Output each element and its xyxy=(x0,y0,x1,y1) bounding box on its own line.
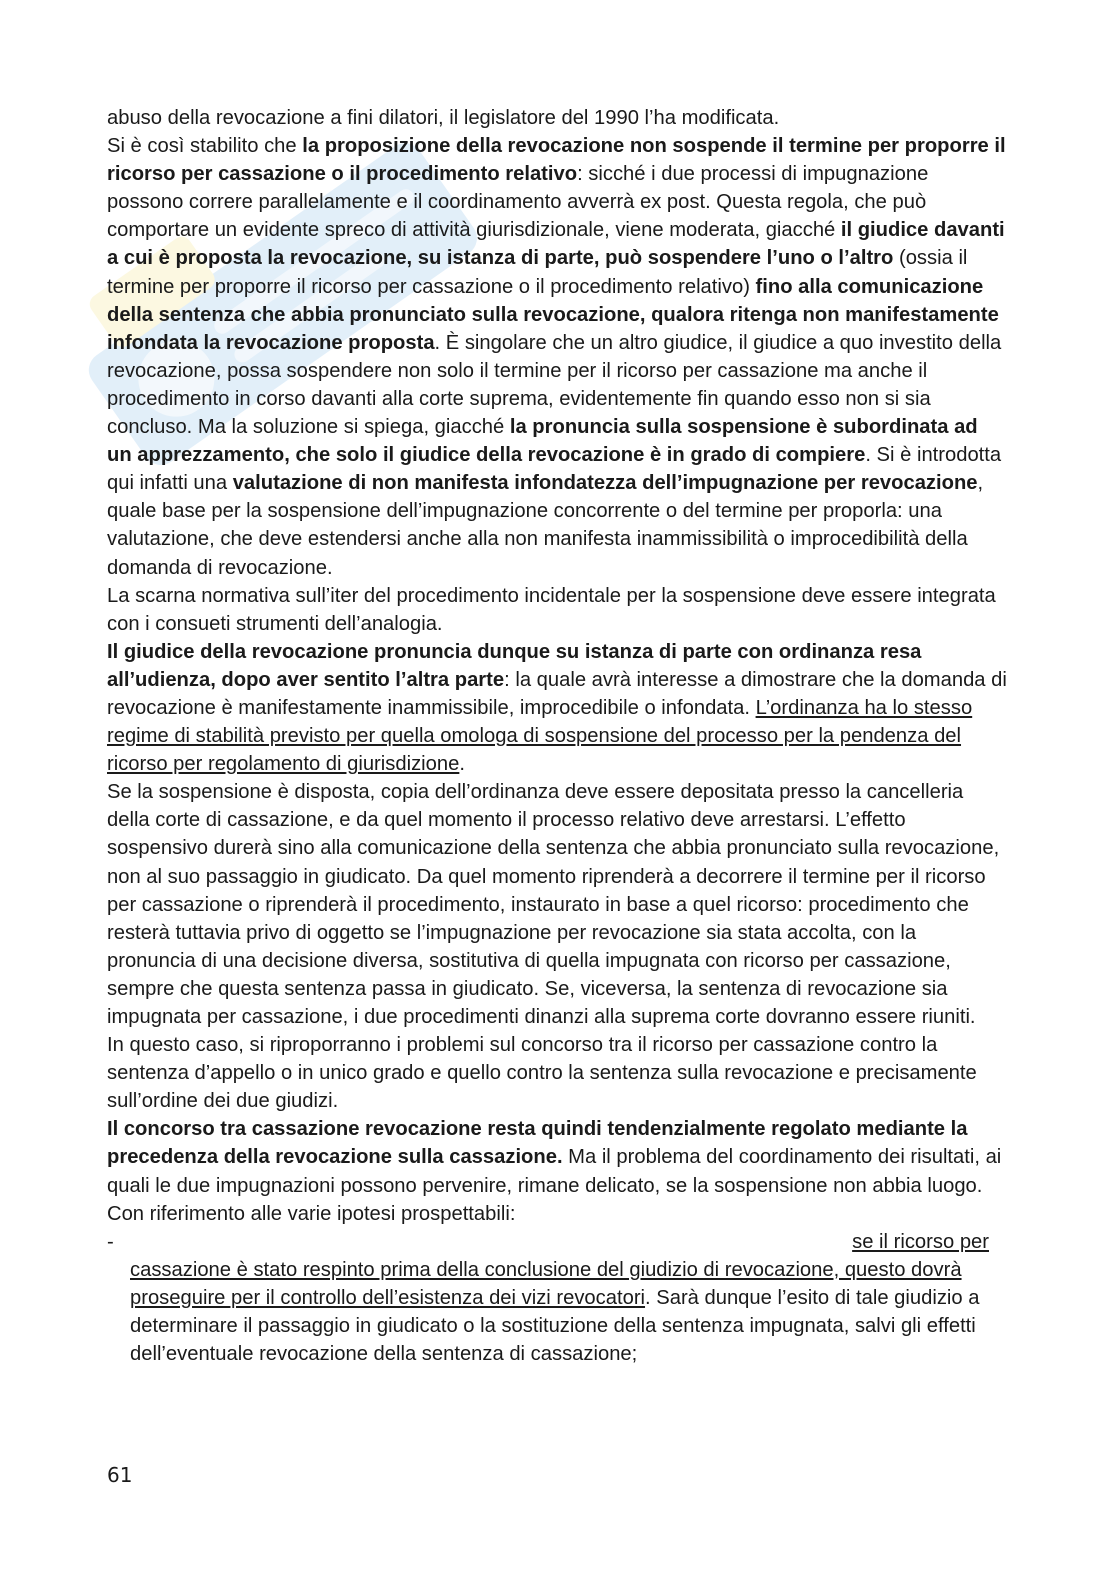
text-run: : la quale avrà interesse a dimostrare che la domanda di revocazione è manifestamente inammissibile, improcedibile o infondata. xyxy=(107,668,1007,719)
page-body xyxy=(107,104,1007,1368)
text-run: . Si è introdotta qui infatti una xyxy=(107,444,1002,495)
paragraph xyxy=(107,1031,1007,1115)
paragraph xyxy=(107,1115,1007,1227)
text-run: La scarna normativa sull’iter del procedimento incidentale per la sospensione deve essere integrata con i consueti strumenti dell’analogia. xyxy=(107,584,996,635)
page-number: 61 xyxy=(107,1463,133,1487)
text-run: . xyxy=(459,753,465,776)
list-item-text xyxy=(130,1256,1007,1368)
text-run: . Sarà dunque l’esito di tale giudizio a determinare il passaggio in giudicato o la sostituzione della sentenza impugnata, salvi gli effetti dell’eventuale revocazione della sentenza di cassazione; xyxy=(130,1286,980,1366)
paragraph xyxy=(107,104,1007,132)
bold-text: il giudice davanti a cui è proposta la revocazione, su istanza di parte, può sospendere l’uno o l’altro xyxy=(107,219,1005,270)
text-run: (ossia il termine per proporre il ricorso per cassazione o il procedimento relativo) xyxy=(107,247,968,298)
underlined-text: se il ricorso per xyxy=(852,1230,989,1253)
text-run: Ma il problema del coordinamento dei risultati, ai quali le due impugnazioni possono pervenire, rimane delicato, se la sospensione non abbia luogo. Con riferimento alle varie ipotesi prospettabili: xyxy=(107,1146,1002,1225)
list-item-first-line xyxy=(130,1228,1007,1256)
bold-text: Il giudice della revocazione pronuncia dunque su istanza di parte con ordinanza resa all’udienza, dopo aver sentito l’altra parte xyxy=(107,640,922,691)
text-run: . È singolare che un altro giudice, il giudice a quo investito della revocazione, possa sospendere non solo il termine per il ricorso per cassazione ma anche il procedimento in corso davanti alla corte suprema, evidentemente fin quando esso non si sia concluso. Ma la soluzione si spiega, giacché xyxy=(107,331,1002,439)
paragraph xyxy=(107,638,1007,778)
bold-text: la pronuncia sulla sospensione è subordinata ad un apprezzamento, che solo il giudice della revocazione è in grado di compiere xyxy=(107,416,978,467)
paragraphs xyxy=(107,104,1007,1228)
paragraph xyxy=(107,582,1007,638)
paragraph xyxy=(107,132,1007,582)
text-run: abuso della revocazione a fini dilatori, il legislatore del 1990 l’ha modificata. xyxy=(107,107,780,129)
text-run: , quale base per la sospensione dell’impugnazione concorrente o del termine per proporla: una valutazione, che deve estendersi anche alla non manifesta inammissibilità o improcedibilità della domanda di revocazione. xyxy=(107,472,984,579)
bold-text: Il concorso tra cassazione revocazione resta quindi tendenzialmente regolato mediante la precedenza della revocazione sulla cassazione. xyxy=(107,1118,968,1169)
bold-text: fino alla comunicazione della sentenza che abbia pronunciato sulla revocazione, qualora ritenga non manifestamente infondata la revocazione proposta xyxy=(107,275,999,354)
underlined-text: L’ordinanza ha lo stesso regime di stabilità previsto per quella omologa di sospensione del processo per la pendenza del ricorso per regolamento di giurisdizione xyxy=(107,696,973,776)
text-run: Si è così stabilito che xyxy=(107,135,303,158)
bold-text: la proposizione della revocazione non sospende il termine per proporre il ricorso per cassazione o il procedimento relativo xyxy=(107,135,1006,186)
list-bullet: - xyxy=(107,1230,114,1253)
bullet-list xyxy=(107,1228,1007,1368)
underlined-text: cassazione è stato respinto prima della conclusione del giudizio di revocazione, questo dovrà proseguire per il controllo dell’esistenza dei vizi revocatori xyxy=(130,1258,962,1309)
text-run: Se la sospensione è disposta, copia dell’ordinanza deve essere depositata presso la cancelleria della corte di cassazione, e da quel momento il processo relativo deve arrestarsi. L’effetto sospensivo durerà sino alla comunicazione della sentenza che abbia pronunciato sulla revocazione, non al suo passaggio in giudicato. Da quel momento riprenderà a decorrere il termine per il ricorso per cassazione o riprenderà il procedimento, instaurato in base a quel ricorso: procedimento che resterà tuttavia privo di oggetto se l’impugnazione per revocazione sia stata accolta, con la pronuncia di una decisione diversa, sostitutiva di quella impugnata con ricorso per cassazione, sempre che questa sentenza passa in giudicato. Se, viceversa, la sentenza di revocazione sia impugnata per cassazione, i due procedimenti dinanzi alla suprema corte dovranno essere riuniti. xyxy=(107,781,1000,1028)
text-run: : sicché i due processi di impugnazione possono correre parallelamente e il coordinamento avverrà ex post. Questa regola, che può comportare un evidente spreco di attività giurisdizionale, viene moderata, giacché xyxy=(107,163,929,242)
list-item xyxy=(107,1228,1007,1368)
text-run: In questo caso, si riproporranno i problemi sul concorso tra il ricorso per cassazione contro la sentenza d’appello o in unico grado e quello contro la sentenza sulla revocazione e precisamente sull’ordine dei due giudizi. xyxy=(107,1034,977,1113)
bold-text: valutazione di non manifesta infondatezza dell’impugnazione per revocazione xyxy=(232,472,978,495)
paragraph xyxy=(107,778,1007,1031)
